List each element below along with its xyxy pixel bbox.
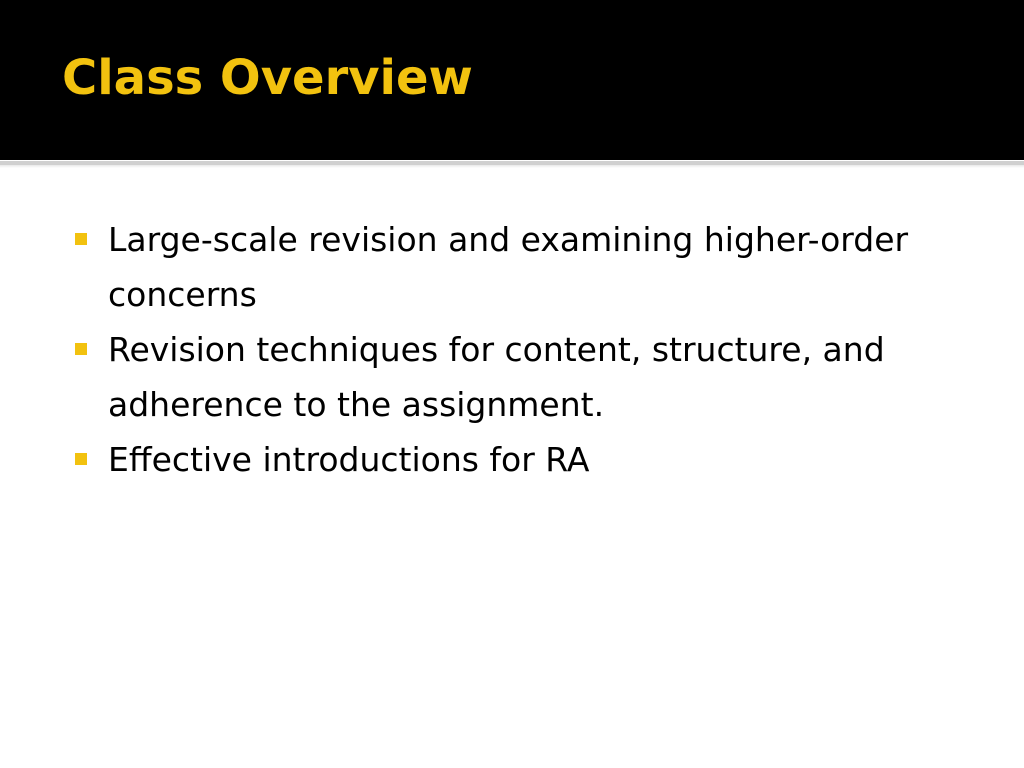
square-bullet-icon	[75, 233, 87, 245]
square-bullet-icon	[75, 453, 87, 465]
square-bullet-icon	[75, 343, 87, 355]
slide-title: Class Overview	[62, 50, 473, 106]
bullet-text: Revision techniques for content, structure, and adherence to the assignment.	[108, 330, 885, 424]
bullet-list	[72, 212, 932, 487]
bullet-item	[72, 322, 932, 432]
bullet-text: Effective introductions for RA	[108, 440, 590, 479]
title-divider-shadow	[0, 165, 1024, 168]
bullet-item	[72, 432, 932, 487]
title-bar	[0, 0, 1024, 160]
bullet-item	[72, 212, 932, 322]
bullet-text: Large-scale revision and examining higher-order concerns	[108, 220, 909, 314]
